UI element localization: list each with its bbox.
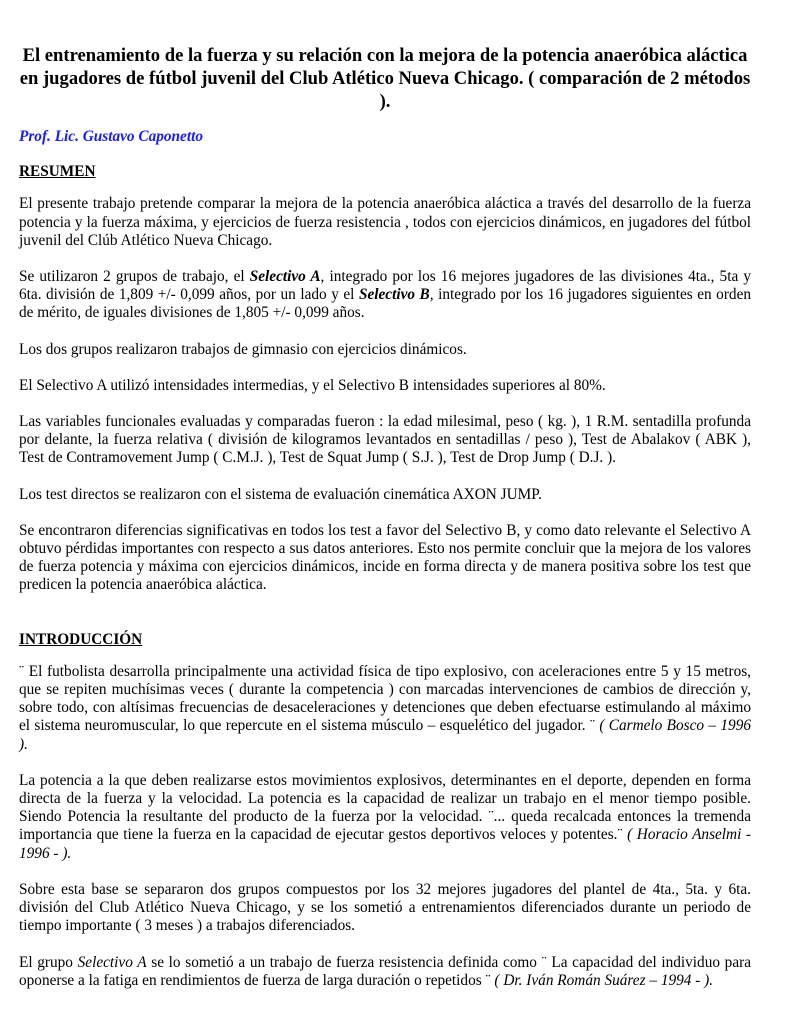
citation: ( Dr. Iván Román Suárez – 1994 - ).	[494, 971, 714, 989]
author-name: Prof. Lic. Gustavo Caponetto	[19, 128, 203, 145]
text-run: , integrado por los 16 mejores jugadores de las divisiones 4ta., 5ta y 6ta. división de 1,809 +/- 0,099 años, por un lado y el	[19, 268, 751, 304]
intro-paragraph-1	[19, 663, 751, 754]
text-run: Se utilizaron 2 grupos de trabajo, el	[19, 268, 250, 286]
resumen-paragraph-4: El Selectivo A utilizó intensidades intermedias, y el Selectivo B intensidades superiores al 80%.	[19, 376, 606, 394]
text-run: se lo sometió a un trabajo de fuerza resistencia definida como ¨ La capacidad del individuo para oponerse a la fatiga en rendimientos de fuerza de larga duración o repetidos ¨	[19, 953, 751, 989]
intro-paragraph-3: Sobre esta base se separaron dos grupos compuestos por los 32 mejores jugadores del plantel de 4ta., 5ta. y 6ta. división del Club Atlético Nueva Chicago, y se los sometió a entrenamientos diferenciados durante un periodo de tiempo importante ( 3 meses ) a trabajos diferenciados.	[19, 880, 751, 935]
intro-paragraph-4	[19, 954, 751, 990]
resumen-paragraph-6: Los test directos se realizaron con el sistema de evaluación cinemática AXON JUMP.	[19, 485, 542, 503]
resumen-paragraph-2	[19, 268, 751, 323]
resumen-paragraph-3: Los dos grupos realizaron trabajos de gimnasio con ejercicios dinámicos.	[19, 340, 467, 358]
citation: ( Carmelo Bosco – 1996 ).	[19, 717, 751, 753]
resumen-paragraph-1: El presente trabajo pretende comparar la mejora de la potencia anaeróbica aláctica a través del desarrollo de la fuerza potencia y la fuerza máxima, y ejercicios de fuerza resistencia , todos con ejercicios dinámicos, en jugadores del fútbol juvenil del Clúb Atlético Nueva Chicago.	[19, 195, 751, 249]
intro-paragraph-2	[19, 772, 751, 863]
resumen-paragraph-7: Se encontraron diferencias significativas en todos los test a favor del Selectivo B, y como dato relevante el Selectivo A obtuvo pérdidas importantes con respecto a sus datos anteriores. Esto nos permite concluir que la mejora de los valores de fuerza potencia y máxima con ejercicios dinámicos, incide en forma directa y de manera positiva sobre los test que predicen la potencia anaeróbica aláctica.	[19, 521, 751, 594]
citation: ( Horacio Anselmi - 1996 - ).	[19, 826, 752, 862]
section-heading-resumen: RESUMEN	[19, 163, 96, 181]
text-run: ¨ El futbolista desarrolla principalmente una actividad física de tipo explosivo, con aceleraciones entre 5 y 15 metros, que se repiten muchísimas veces ( durante la competencia ) con marcadas intervenciones de cambios de dirección y, sobre todo, con altísimas frecuencias de desaceleraciones y detenciones que deben efectuarse estimulando al máximo el sistema neuromuscular, lo que repercute en el sistema músculo – esquelético del jugador. ¨	[19, 662, 751, 735]
section-heading-introduccion: INTRODUCCIÓN	[19, 630, 143, 648]
text-run: , integrado por los 16 jugadores siguientes en orden de mérito, de iguales divisiones de 1,805 +/- 0,099 años.	[19, 286, 752, 322]
group-name-a: Selectivo A	[77, 953, 147, 971]
text-run: La potencia a la que deben realizarse estos movimientos explosivos, determinantes en el deporte, dependen en forma directa de la fuerza y la velocidad. La potencia es la capacidad de realizar un trabajo en el menor tiempo posible. Siendo Potencia la resultante del producto de la fuerza por la velocidad. ¨... queda recalcada entonces la tremenda importancia que tiene la fuerza en la capacidad de ejecutar gestos deportivos veloces y potentes.¨	[19, 771, 751, 844]
paper-title: El entrenamiento de la fuerza y su relación con la mejora de la potencia anaeróbica aláctica en jugadores de fútbol juvenil del Club Atlético Nueva Chicago. ( comparación de 2 métodos ).	[19, 45, 751, 112]
group-name-a: Selectivo A	[249, 268, 321, 286]
resumen-paragraph-5: Las variables funcionales evaluadas y comparadas fueron : la edad milesimal, peso ( kg. ), 1 R.M. sentadilla profunda por delante, la fuerza relativa ( división de kilogramos levantados en sentadillas / peso ), Test de Abalakov ( ABK ), Test de Contramovement Jump ( C.M.J. ), Test de Squat Jump ( S.J. ), Test de Drop Jump ( D.J. ).	[19, 413, 751, 467]
document-page	[19, 44, 751, 990]
text-run: El grupo	[19, 953, 78, 971]
group-name-b: Selectivo B	[358, 286, 430, 304]
